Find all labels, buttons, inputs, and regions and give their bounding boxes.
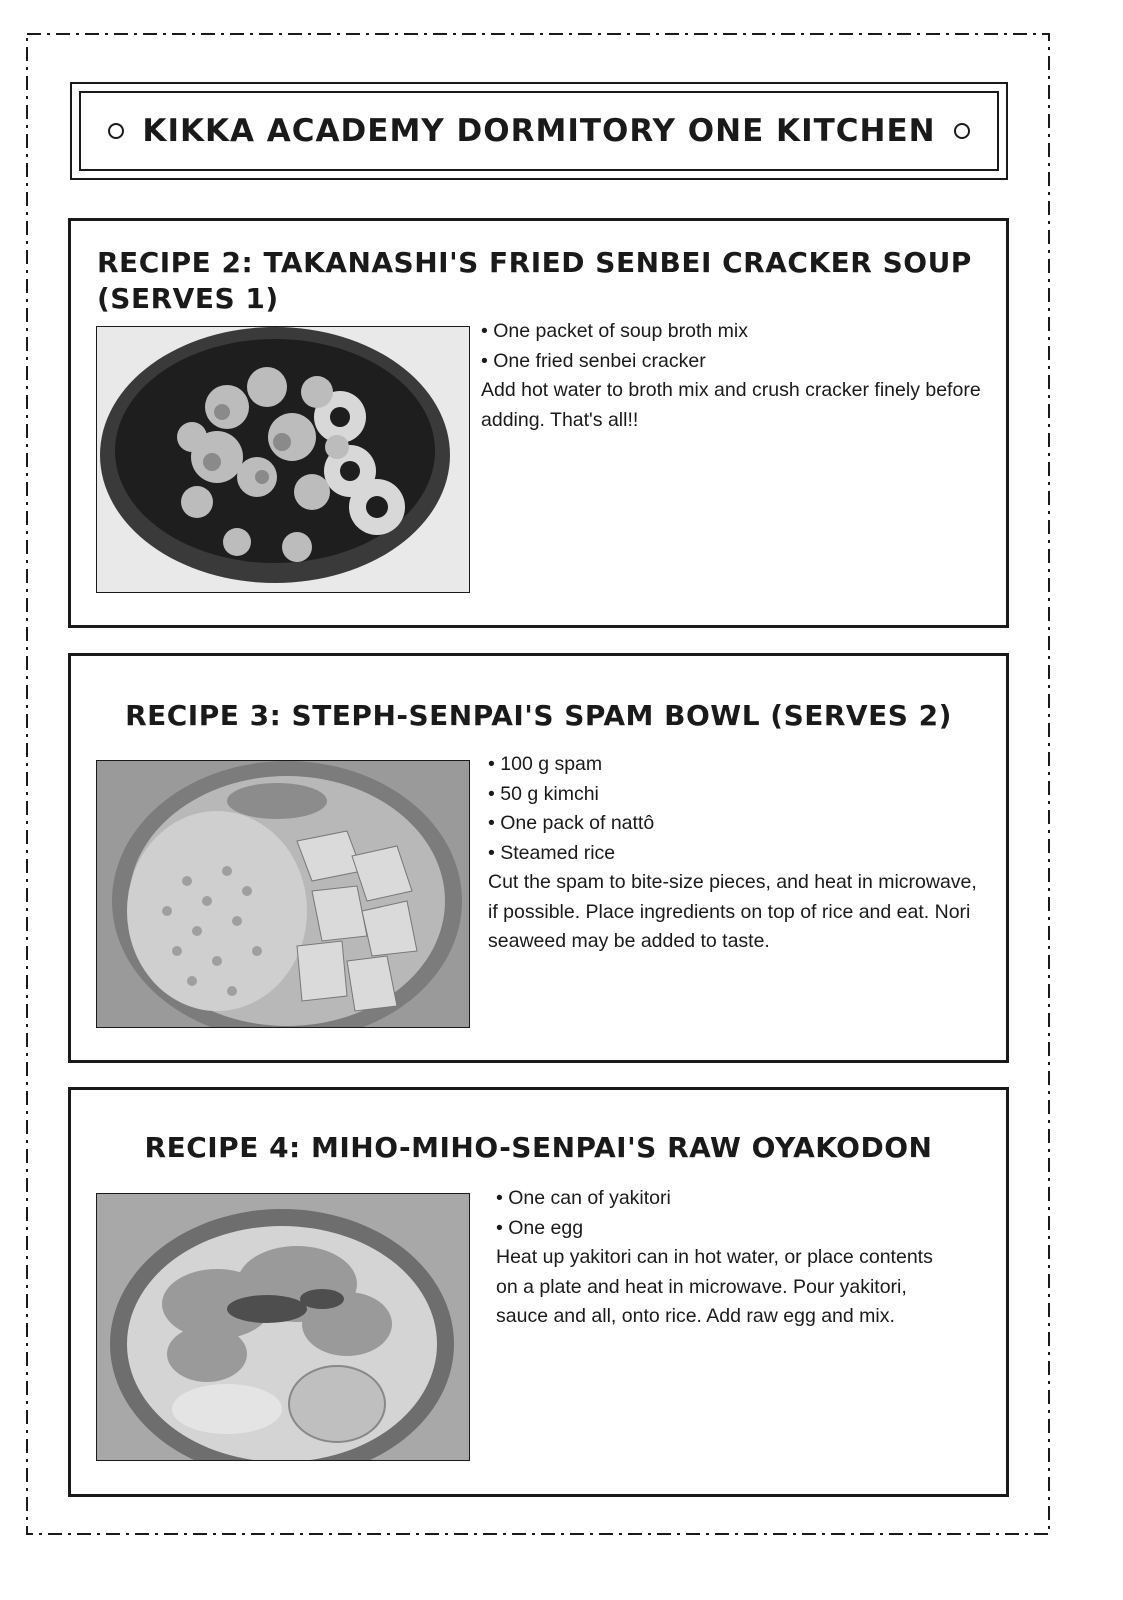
recipe-instructions: Add hot water to broth mix and crush cracker finely before adding. That's all!! bbox=[481, 379, 981, 431]
recipe-instructions: Cut the spam to bite-size pieces, and heat in microwave, if possible. Place ingredients on top of rice and eat. Nori seaweed may be added to taste. bbox=[488, 871, 977, 952]
ingredient-item: • 50 g kimchi bbox=[488, 780, 978, 810]
recipe-card-3 bbox=[68, 653, 1009, 1063]
recipe-title: RECIPE 2: TAKANASHI'S FRIED SENBEI CRACKER SOUP (SERVES 1) bbox=[97, 246, 972, 315]
ingredient-list bbox=[481, 317, 996, 376]
ingredient-item: • One fried senbei cracker bbox=[481, 347, 996, 377]
spam-bowl-photo bbox=[96, 760, 470, 1028]
circle-ornament-right-icon bbox=[954, 123, 970, 139]
ingredient-item: • One pack of nattô bbox=[488, 809, 978, 839]
recipe-body bbox=[488, 750, 978, 957]
header-banner bbox=[70, 82, 1008, 180]
ingredient-list bbox=[496, 1184, 941, 1243]
recipe-card-4 bbox=[68, 1087, 1009, 1497]
ingredient-list bbox=[488, 750, 978, 868]
soup-bowl-photo bbox=[96, 326, 470, 593]
ingredient-item: • One packet of soup broth mix bbox=[481, 317, 996, 347]
ingredient-item: • 100 g spam bbox=[488, 750, 978, 780]
header-banner-inner bbox=[79, 91, 999, 171]
ingredient-item: • One can of yakitori bbox=[496, 1184, 941, 1214]
ingredient-item: • One egg bbox=[496, 1214, 941, 1244]
recipe-title: RECIPE 3: STEPH-SENPAI'S SPAM BOWL (SERVES 2) bbox=[125, 699, 952, 732]
ingredient-item: • Steamed rice bbox=[488, 839, 978, 869]
recipe-body bbox=[496, 1184, 941, 1332]
recipe-card-2 bbox=[68, 218, 1009, 628]
recipe-body bbox=[481, 317, 996, 435]
page-title: KIKKA ACADEMY DORMITORY ONE KITCHEN bbox=[142, 113, 936, 149]
recipe-instructions: Heat up yakitori can in hot water, or place contents on a plate and heat in microwave. Pour yakitori, sauce and all, onto rice. Add raw egg and mix. bbox=[496, 1246, 933, 1327]
oyakodon-bowl-photo bbox=[96, 1193, 470, 1461]
circle-ornament-left-icon bbox=[108, 123, 124, 139]
recipe-title: RECIPE 4: MIHO-MIHO-SENPAI'S RAW OYAKODON bbox=[144, 1131, 933, 1164]
